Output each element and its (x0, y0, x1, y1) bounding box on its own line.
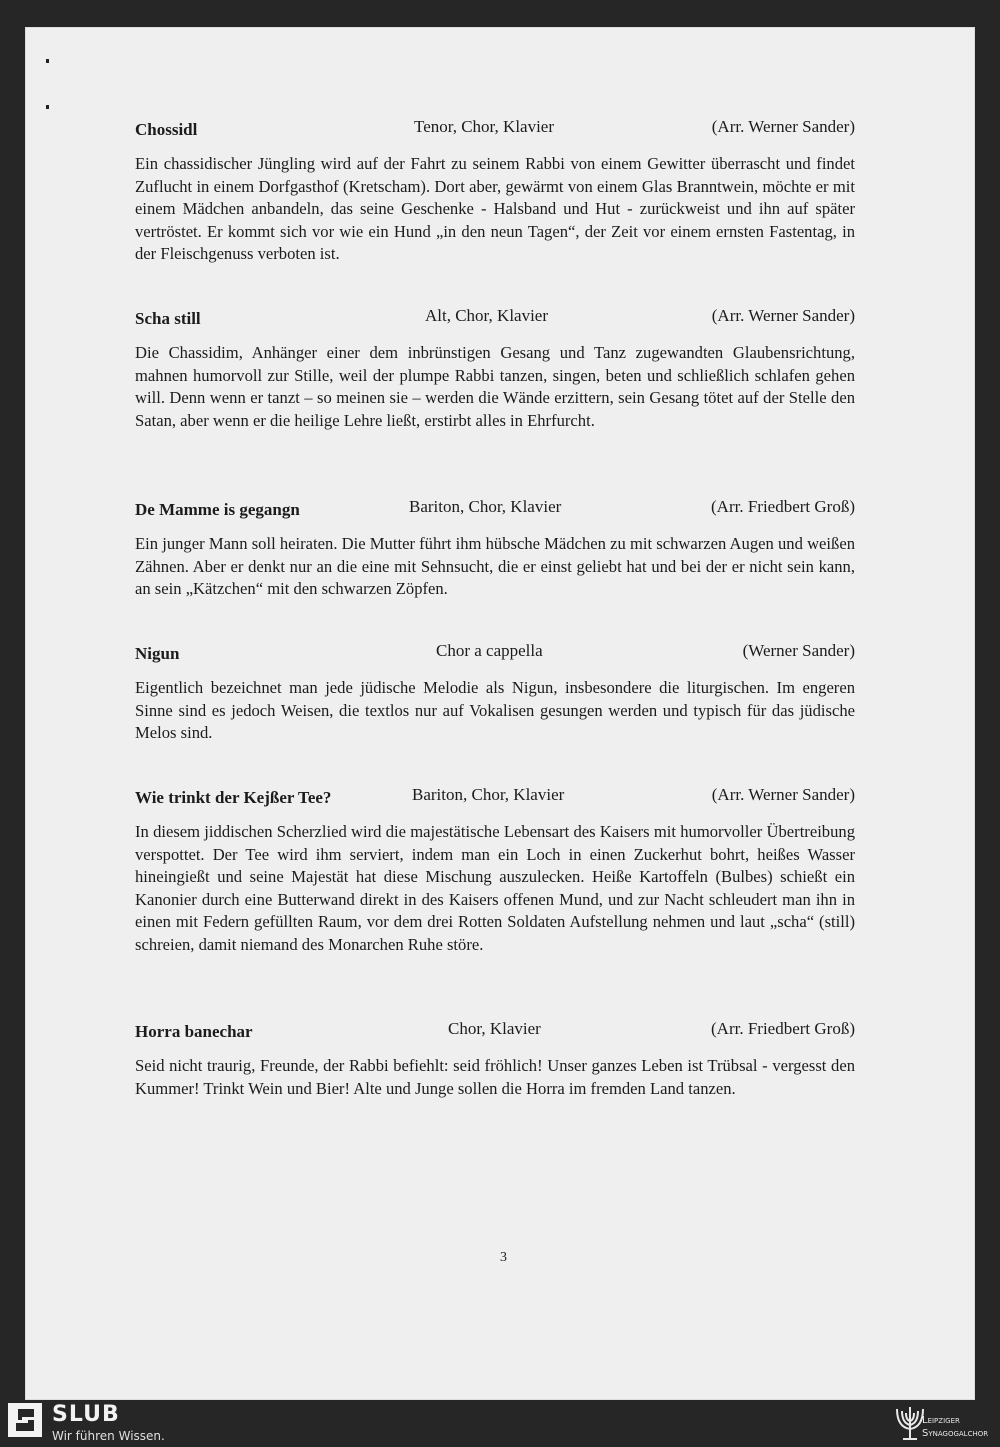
song-voices: Chor a cappella (436, 641, 543, 660)
song-section-chossidl (135, 117, 855, 266)
section-heading (135, 497, 855, 523)
viewer-footer (0, 1400, 1000, 1447)
choir-name-line1: Leipziger (922, 1415, 960, 1426)
section-heading (135, 306, 855, 332)
library-name: SLUB (52, 1402, 120, 1427)
song-description: Die Chassidim, Anhänger einer dem inbrünstigen Gesang und Tanz zugewandten Glaubensrichtung, mahnen humorvoll zur Stille, weil der plumpe Rabbi tanzen, singen, beten und schließlich schlafen gehen will. Denn wenn er tanzt – so meinen sie – werden die Wände erzittern, sein Gesang tötet auf der Stelle den Satan, aber wenn er die heilige Lehre ließt, erstirbt alles in Ehrfurcht. (135, 343, 855, 430)
song-description: Ein junger Mann soll heiraten. Die Mutter führt ihm hübsche Mädchen zu mit schwarzen Augen und weißen Zähnen. Aber er denkt nur an die eine mit Sehnsucht, die er einst geliebt hat und bei der er nicht sein kann, an sein „Kätzchen“ mit den schwarzen Zöpfen. (135, 534, 855, 598)
scan-speck (46, 59, 49, 63)
song-title: De Mamme is gegangn (135, 500, 300, 519)
library-tagline: Wir führen Wissen. (52, 1429, 165, 1443)
song-description: In diesem jiddischen Scherzlied wird die majestätische Lebensart des Kaisers mit humorvoller Übertreibung verspottet. Der Tee wird ihm serviert, indem man ein Loch in einen Zuckerhut bohrt, heißes Wasser hineingießt und seine Majestät hat diese Mischung auszulecken. Heiße Kartoffeln (Bulbes) schießt ein Kanonier durch eine Butterwand direkt in des Kaisers offenen Mund, und zur Nacht schleudert man ihn in einen mit Federn gefüllten Raum, vor dem drei Rotten Soldaten Aufstellung nehmen und laut „scha“ (still) schreien, damit niemand des Monarchen Ruhe störe. (135, 822, 855, 954)
section-heading (135, 117, 855, 143)
song-arranger: (Arr. Friedbert Groß) (711, 497, 855, 516)
song-section-kejsser-tee (135, 785, 855, 956)
song-title: Horra banechar (135, 1022, 253, 1041)
song-voices: Bariton, Chor, Klavier (412, 785, 565, 804)
section-heading (135, 641, 855, 667)
song-section-scha-still (135, 306, 855, 432)
choir-name (922, 1414, 988, 1440)
document-page (25, 27, 975, 1400)
song-section-horra-banechar (135, 1019, 855, 1100)
song-description: Ein chassidischer Jüngling wird auf der Fahrt zu seinem Rabbi von einem Gewitter überrascht und findet Zuflucht in einem Dorfgasthof (Kretscham). Dort aber, gewärmt von einem Glas Branntwein, möchte er mit einem Mädchen anbandeln, das seine Geschenke - Halsband und Hut - zurückweist und ihn auf später vertröstet. Er kommt sich vor wie ein Hund „in den neun Tagen“, der Zeit vor einem ernsten Fastentag, in der Fleischgenuss verboten ist. (135, 154, 855, 263)
scan-speck (46, 105, 49, 109)
song-voices: Alt, Chor, Klavier (425, 306, 549, 325)
song-title: Scha still (135, 309, 201, 328)
page-number: 3 (500, 1250, 507, 1265)
song-arranger: (Werner Sander) (742, 641, 855, 660)
song-title: Chossidl (135, 120, 198, 139)
song-description: Seid nicht traurig, Freunde, der Rabbi befiehlt: seid fröhlich! Unser ganzes Leben ist Trübsal - vergesst den Kummer! Trinkt Wein und Bier! Alte und Junge sollen die Horra im fremden Land tanzen. (135, 1056, 855, 1098)
song-section-de-mamme (135, 497, 855, 601)
song-voices: Chor, Klavier (448, 1019, 541, 1038)
section-heading (135, 785, 855, 811)
song-title: Nigun (135, 644, 180, 663)
song-description: Eigentlich bezeichnet man jede jüdische Melodie als Nigun, insbesondere die liturgischen. Im engeren Sinne sind es jedoch Weisen, die textlos nur auf Vokalisen gesungen werden und typisch für das jüdische Melos sind. (135, 678, 855, 742)
song-voices: Bariton, Chor, Klavier (409, 497, 562, 516)
choir-name-line2: Synagogalchor (922, 1428, 989, 1439)
song-title: Wie trinkt der Kejßer Tee? (135, 788, 332, 807)
song-arranger: (Arr. Werner Sander) (711, 306, 855, 325)
song-arranger: (Arr. Friedbert Groß) (711, 1019, 855, 1038)
song-arranger: (Arr. Werner Sander) (711, 785, 855, 804)
song-section-nigun (135, 641, 855, 745)
song-voices: Tenor, Chor, Klavier (414, 117, 555, 136)
section-heading (135, 1019, 855, 1045)
slub-logo-icon (8, 1403, 42, 1437)
song-arranger: (Arr. Werner Sander) (711, 117, 855, 136)
